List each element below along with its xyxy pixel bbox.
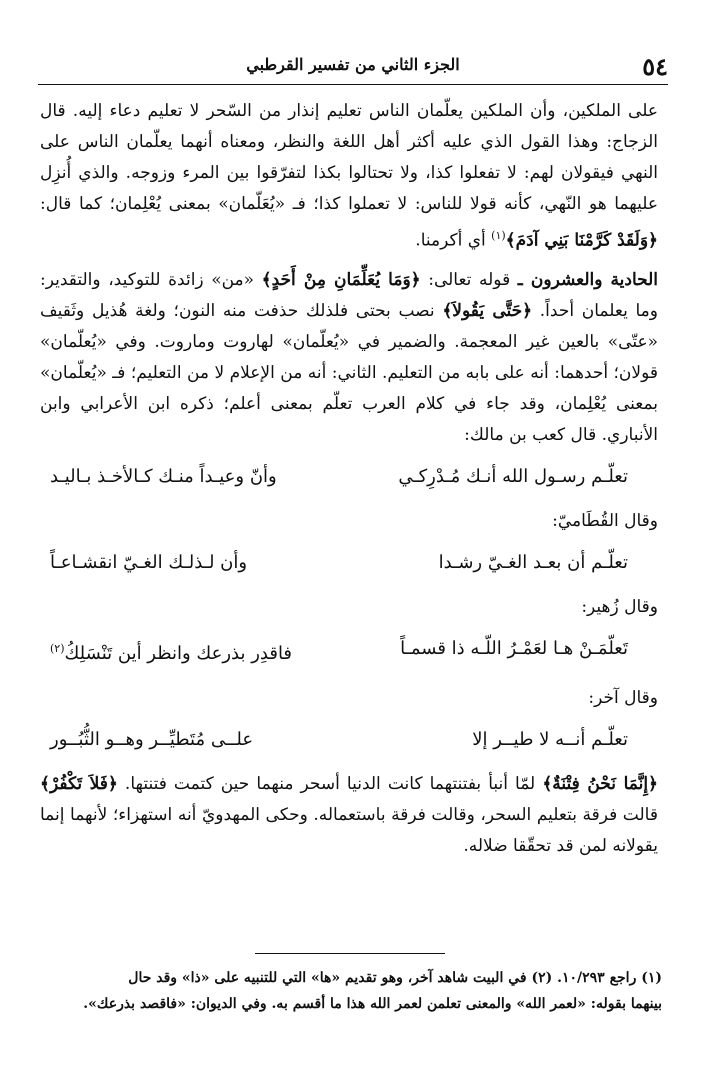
poem-verse	[40, 547, 658, 578]
paragraph-2	[40, 265, 658, 451]
verse-intro: وقال القُطَاميّ:	[552, 510, 658, 531]
paragraph-3-text: قالت فرقة بتعليم السحر، وقالت فرقة باستعماله. وحكى المهدويّ أنه استهزاء؛ لأنهما إنما يقولانه لمن قد تحقّقا ضلاله.	[40, 804, 658, 856]
paragraph-1-end: أي أكرمنا.	[415, 230, 492, 251]
paragraph-1-text: على الملكين، وأن الملكين يعلّمان الناس تعليم إنذار من السّحر لا تعليم دعاء إليه. قال الزجاج: وهذا القول الذي عليه أكثر أهل اللغة والنظر، ومعناه أنهما يعلّمان الناس على النهي فيقولان لهم: لا تفعلوا كذا، ولا تحتالوا بكذا لتفرّقوا بين المرء وزوجه. والذي أُنزِل عليهما هو النّهي، كأنه قولا للناس: لا تعملوا كذا؛ فـ «يُعَلّمان» بمعنى يُعْلِمان؛ كما قال:	[40, 101, 658, 214]
quran-verse: ﴿حَتَّى يَقُولاَ﴾	[442, 300, 533, 321]
poem-verse	[40, 461, 658, 492]
verse-intro: وقال زُهير:	[581, 596, 658, 617]
paragraph-2-text: نصب بحتى فلذلك حذفت منه النون؛ ولغة هُذيل وثَقيف «عتّى» بالعين غير المعجمة. والضمير في «يُعلّمان» لهاروت وماروت. وفي «يُعلّمان» قولان؛ أحدهما: أنه على بابه من التعليم. الثاني: أنه من الإعلام لا من التعليم؛ فـ «يُعلّمان» بمعنى يُعْلِمان، وقد جاء في كلام العرب تعلّم بمعنى أعلم؛ ذكره ابن الأعرابي وابن الأنباري. قال كعب بن مالك:	[40, 300, 658, 445]
quran-verse: ﴿وَلَقَدْ كَرَّمْنَا بَنِي آدَمَ﴾	[505, 230, 658, 251]
quran-verse: ﴿إِنَّمَا نَحْنُ فِتْنَةٌ﴾	[542, 773, 658, 794]
footnote-divider	[255, 953, 445, 954]
paragraph-3	[40, 769, 658, 862]
page-number: ٥٤	[642, 52, 668, 81]
body-text	[40, 96, 658, 870]
footnote-line: بينهما بقوله: «لعمر الله» والمعنى تعلمن لعمر الله هذا ما أقسم به. وفي الديوان: «فاقصد بذرعك».	[83, 996, 662, 1012]
footnote-line: (١) راجع ١٠/٢٩٣. (٢) في البيت شاهد آخر، وهو تقديم «ها» التي للتنبيه على «ذا» وقد حال	[128, 970, 662, 986]
verse-intro: وقال آخر:	[588, 687, 658, 708]
poem-verse	[40, 633, 658, 669]
page-header	[38, 50, 668, 85]
verse-hemistich-left: وأن لـذلـك الغـيّ انقشـاعـاً	[50, 551, 248, 573]
verse-left-text: فاقدِر بذرعك وانظر أين تَنْسَلِكُ	[64, 642, 293, 664]
quran-verse: ﴿وَمَا يُعَلِّمَانِ مِنْ أَحَدٍ﴾	[261, 269, 421, 290]
paragraph-3-text: لمّا أنبأ بفتنتهما كانت الدنيا أسحر منهما حين كتمت فتنتها.	[117, 773, 543, 794]
paragraph-2-text: قوله تعالى:	[420, 269, 518, 290]
verse-hemistich-right: تَعلّمَـنْ هـا لعَمْـرُ اللّـه ذا قسمـاً	[400, 637, 628, 659]
verse-hemistich-right: تعلّـم أن بعـد الغـيّ رشـدا	[438, 551, 628, 573]
footnote-ref-2: (٢)	[50, 641, 65, 655]
verse-hemistich-left: وأنّ وعيـداً منـك كـالأخـذ بـاليـد	[50, 465, 277, 487]
poem-verse	[40, 724, 658, 755]
section-heading: الحادية والعشرون ـ	[517, 269, 659, 290]
verse-hemistich-right: تعلّـم أنــه لا طيــر إلا	[472, 728, 628, 750]
verse-hemistich-right: تعلّـم رسـول الله أنـك مُـدْرِكـي	[398, 465, 628, 487]
verse-hemistich-left: علــى مُتَطيِّــر وهــو الثُّبُــور	[50, 728, 254, 750]
paragraph-1	[40, 96, 658, 257]
footnotes	[40, 965, 662, 1017]
quran-verse: ﴿فَلاَ تَكْفُرْ﴾	[40, 773, 118, 794]
verse-hemistich-left	[50, 633, 292, 669]
running-title: الجزء الثاني من تفسير القرطبي	[246, 55, 460, 74]
paragraph-2-text: «من» زائدة للتوكيد، والتقدير: وما يعلمان أحداً.	[40, 269, 658, 321]
footnote-ref-1: (١)	[491, 229, 506, 242]
